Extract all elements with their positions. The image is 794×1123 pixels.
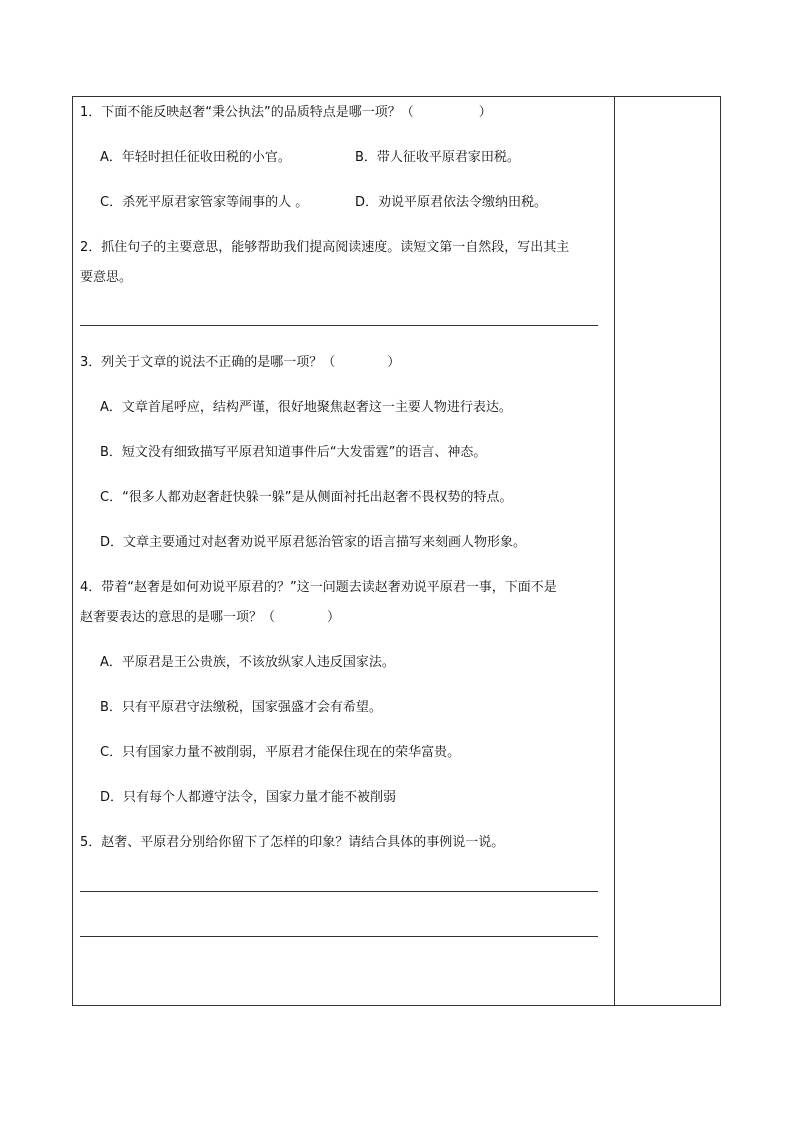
q3-stem: 3．列关于文章的说法不正确的是哪一项？（ ） xyxy=(80,355,401,370)
q2-line2: 要意思。 xyxy=(80,270,133,285)
q1-option-d: D．劝说平原君依法令缴纳田税。 xyxy=(355,195,548,210)
q3-option-c: C．“很多人都劝赵奢赶快躲一躲”是从侧面衬托出赵奢不畏权势的特点。 xyxy=(100,490,513,505)
table-column-divider xyxy=(614,96,615,1006)
q4-option-d: D．只有每个人都遵守法令，国家力量才能不被削弱 xyxy=(100,790,397,805)
q4-option-c: C．只有国家力量不被削弱，平原君才能保住现在的荣华富贵。 xyxy=(100,745,461,760)
q1-options-row2 xyxy=(80,188,608,218)
q4-line2: 赵奢要表达的意思的是哪一项？（ ） xyxy=(80,610,341,625)
q1-option-a: A．年轻时担任征收田税的小官。 xyxy=(100,150,291,165)
q1-stem: 1．下面不能反映赵奢“秉公执法”的品质特点是哪一项？（ ） xyxy=(80,105,492,120)
q3-option-a: A．文章首尾呼应，结构严谨，很好地聚焦赵奢这一主要人物进行表达。 xyxy=(100,400,512,415)
q1-options-row1 xyxy=(80,143,608,173)
q4-option-a: A．平原君是王公贵族，不该放纵家人违反国家法。 xyxy=(100,655,395,670)
q1-option-c: C．杀死平原君家管家等闹事的人 。 xyxy=(100,195,309,210)
q2-line1: 2．抓住句子的主要意思，能够帮助我们提高阅读速度。读短文第一自然段，写出其主 xyxy=(80,240,570,255)
q5-stem: 5．赵奢、平原君分别给你留下了怎样的印象？请结合具体的事例说一说。 xyxy=(80,835,505,850)
q3-option-d: D．文章主要通过对赵奢劝说平原君惩治管家的语言描写来刻画人物形象。 xyxy=(100,535,527,550)
question-cell xyxy=(80,96,608,937)
q3-option-b: B．短文没有细致描写平原君知道事件后“大发雷霆”的语言、神态。 xyxy=(100,445,487,460)
q4-option-b: B．只有平原君守法缴税，国家强盛才会有希望。 xyxy=(100,700,382,715)
q4-line1: 4．带着“赵奢是如何劝说平原君的？”这一问题去读赵奢劝说平原君一事，下面不是 xyxy=(80,580,557,595)
q1-option-b: B．带人征收平原君家田税。 xyxy=(355,150,520,165)
q5-answer-line-2[interactable] xyxy=(80,936,598,937)
